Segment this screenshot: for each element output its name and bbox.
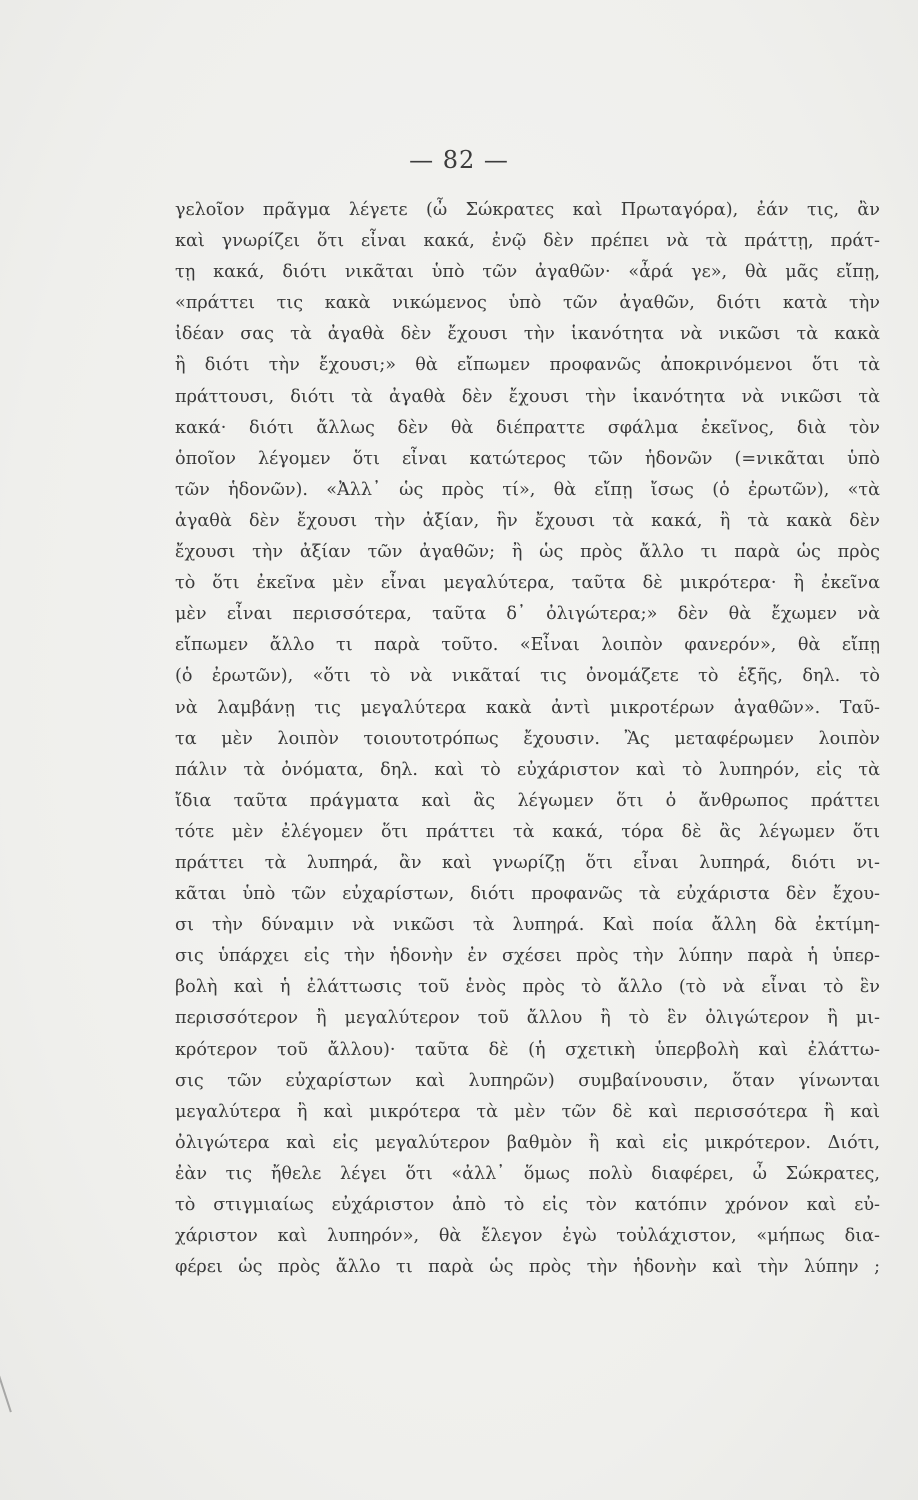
text-line: ἢ διότι τὴν ἔχουσι;» θὰ εἴπωμεν προφανῶς ἀποκρινόμενοι ὅτι τὰ [175, 355, 880, 376]
text-line: σις τῶν εὐχαρίστων καὶ λυπηρῶν) συμβαίνουσιν, ὅταν γίνωνται [175, 1070, 880, 1091]
text-line: πράττουσι, διότι τὰ ἀγαθὰ δὲν ἔχουσι τὴν ἱκανότητα νὰ νικῶσι τὰ [175, 386, 880, 407]
text-line: (ὁ ἐρωτῶν), «ὅτι τὸ νὰ νικᾶταί τις ὀνομάζετε τὸ ἑξῆς, δηλ. τὸ [175, 666, 880, 687]
text-line: νὰ λαμβάνῃ τις μεγαλύτερα κακὰ ἀντὶ μικροτέρων ἀγαθῶν». Ταῦ- [175, 697, 880, 718]
page-number: — 82 — [409, 146, 509, 174]
scan-artifact-mark [0, 1376, 12, 1413]
text-line: καὶ γνωρίζει ὅτι εἶναι κακά, ἐνῷ δὲν πρέπει νὰ τὰ πράττῃ, πράτ- [175, 231, 880, 252]
text-line: ἐὰν τις ἤθελε λέγει ὅτι «ἀλλ᾽ ὅμως πολὺ διαφέρει, ὦ Σώκρατες, [175, 1163, 880, 1184]
text-line: εἴπωμεν ἄλλο τι παρὰ τοῦτο. «Εἶναι λοιπὸν φανερόν», θὰ εἴπῃ [175, 635, 880, 656]
text-line: ἔχουσι τὴν ἀξίαν τῶν ἀγαθῶν; ἢ ὡς πρὸς ἄλλο τι παρὰ ὡς πρὸς [175, 542, 880, 563]
text-line: ἰδέαν σας τὰ ἀγαθὰ δὲν ἔχουσι τὴν ἱκανότητα νὰ νικῶσι τὰ κακὰ [175, 324, 880, 345]
text-line: μεγαλύτερα ἢ καὶ μικρότερα τὰ μὲν τῶν δὲ καὶ περισσότερα ἢ καὶ [175, 1101, 880, 1122]
text-line: πράττει τὰ λυπηρά, ἂν καὶ γνωρίζῃ ὅτι εἶναι λυπηρά, διότι νι- [175, 852, 880, 873]
text-line: περισσότερον ἢ μεγαλύτερον τοῦ ἄλλου ἢ τὸ ἓν ὀλιγώτερον ἢ μι- [175, 1008, 880, 1029]
text-line: χάριστον καὶ λυπηρόν», θὰ ἔλεγον ἐγὼ τοὐλάχιστον, «μήπως δια- [175, 1226, 880, 1247]
text-line: μὲν εἶναι περισσότερα, ταῦτα δ᾽ ὀλιγώτερα;» δὲν θὰ ἔχωμεν νὰ [175, 604, 880, 625]
text-line: ἀγαθὰ δὲν ἔχουσι τὴν ἀξίαν, ἣν ἔχουσι τὰ κακά, ἢ τὰ κακὰ δὲν [175, 510, 880, 531]
body-text [175, 195, 880, 1283]
text-line: τὸ ὅτι ἐκεῖνα μὲν εἶναι μεγαλύτερα, ταῦτα δὲ μικρότερα· ἢ ἐκεῖνα [175, 573, 880, 594]
text-line: γελοῖον πρᾶγμα λέγετε (ὦ Σώκρατες καὶ Πρωταγόρα), ἐάν τις, ἂν [175, 200, 880, 220]
text-line: τὸ στιγμιαίως εὐχάριστον ἀπὸ τὸ εἰς τὸν κατόπιν χρόνον καὶ εὐ- [175, 1195, 880, 1215]
text-line: φέρει ὡς πρὸς ἄλλο τι παρὰ ὡς πρὸς τὴν ἡδονὴν καὶ τὴν λύπην ; [175, 1257, 880, 1278]
text-line: σι τὴν δύναμιν νὰ νικῶσι τὰ λυπηρά. Καὶ ποία ἄλλη δὰ ἐκτίμη- [175, 915, 880, 936]
text-line: τῃ κακά, διότι νικᾶται ὑπὸ τῶν ἀγαθῶν· «ἆρά γε», θὰ μᾶς εἴπῃ, [175, 262, 880, 283]
text-line: τῶν ἡδονῶν). «Ἀλλ᾽ ὡς πρὸς τί», θὰ εἴπῃ ἴσως (ὁ ἐρωτῶν), «τὰ [175, 479, 880, 500]
text-line: ὁποῖον λέγομεν ὅτι εἶναι κατώτερος τῶν ἡδονῶν (=νικᾶται ὑπὸ [175, 448, 880, 469]
text-line: «πράττει τις κακὰ νικώμενος ὑπὸ τῶν ἀγαθῶν, διότι κατὰ τὴν [175, 293, 880, 314]
text-line: τα μὲν λοιπὸν τοιουτοτρόπως ἔχουσιν. Ἂς μεταφέρωμεν λοιπὸν [175, 728, 880, 749]
text-line: κᾶται ὑπὸ τῶν εὐχαρίστων, διότι προφανῶς τὰ εὐχάριστα δὲν ἔχου- [175, 884, 880, 905]
text-line: σις ὑπάρχει εἰς τὴν ἡδονὴν ἐν σχέσει πρὸς τὴν λύπην παρὰ ἡ ὑπερ- [175, 946, 880, 967]
text-line: ὀλιγώτερα καὶ εἰς μεγαλύτερον βαθμὸν ἢ καὶ εἰς μικρότερον. Διότι, [175, 1132, 880, 1153]
text-line: κρότερον τοῦ ἄλλου)· ταῦτα δὲ (ἡ σχετικὴ ὑπερβολὴ καὶ ἐλάττω- [175, 1039, 880, 1060]
text-line: πάλιν τὰ ὀνόματα, δηλ. καὶ τὸ εὐχάριστον καὶ τὸ λυπηρόν, εἰς τὰ [175, 759, 880, 780]
text-line: ἴδια ταῦτα πράγματα καὶ ἂς λέγωμεν ὅτι ὁ ἄνθρωπος πράττει [175, 790, 880, 811]
text-line: κακά· διότι ἄλλως δὲν θὰ διέπραττε σφάλμα ἐκεῖνος, διὰ τὸν [175, 417, 880, 438]
text-line: τότε μὲν ἐλέγομεν ὅτι πράττει τὰ κακά, τόρα δὲ ἂς λέγωμεν ὅτι [175, 821, 880, 842]
text-line: βολὴ καὶ ἡ ἐλάττωσις τοῦ ἑνὸς πρὸς τὸ ἄλλο (τὸ νὰ εἶναι τὸ ἓν [175, 977, 880, 998]
